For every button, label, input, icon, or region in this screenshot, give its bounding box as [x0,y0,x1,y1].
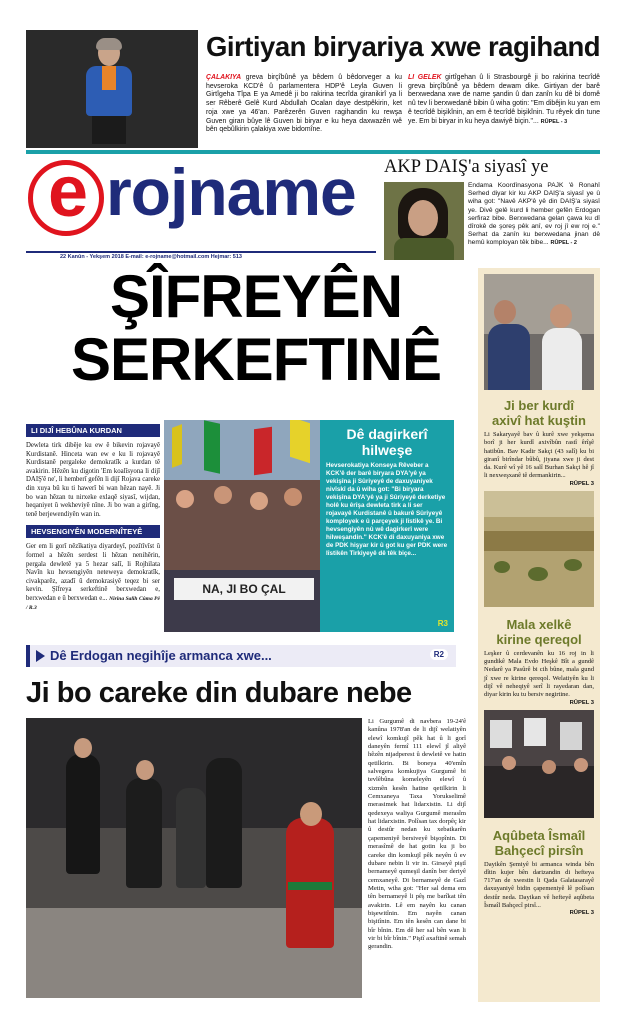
right-sidebar [478,268,600,1002]
hilwese-title-line2: hilweşe [361,442,413,458]
akp-story-headline: AKP DAIŞ'a siyasî ye [384,157,549,177]
leyla-guven-photo [26,30,198,148]
sidebar-story3-headline-line1: Aqûbeta Îsmaîl [492,827,586,843]
gurgum-text: Li Gurgumê di navbera 19-24'ê kanûna 1978'an de li dijî welatiyên elewî komkujî pêk hat û li gorî daneyên fermî 111 elewî jî aliyê hêzên nijadperest û dewletê ve hatin qetilkirin. Bi boneya 40'emîn salvegera komkujiya Gurgumê bi tevlêbûna komeleyên elewî û xizmên kesên hatine qetilkirin li Cemxaneya Taxa Yorukselimê merasimek hat lidarxistin. Li dijî qedexeya waliya Gurgumê merasîm hat lidarxistin. Polîsan tax dorpêç kir û destûr nedan ku xebatkarên çapemeniyê bersiveyê bişopînin. Di merasîmê de hat gotin ku ji bo careke din komkujî pêk neyên û ev dubare nebin li vir in. Girseyê piştî bernameyê qumeşil danîn ber deriyê cemxaneyê. Di bernameyê de Gazî Metin, wiha got: "Her sal dema em tên bernameyê li pêş me barîkat tên avakirin. Lê em nayên ku canan bişewitînin. Em nayên canan bişitînin. Em tên kesên can dane bi bîr bînin. Em dê her sal bên wan li vir bi bîr bînin." Piştî axaftinê semah gerandin. [368,718,466,951]
logo-e-letter: e [47,152,89,232]
top-story-right-ref: RÛPEL - 3 [540,118,568,125]
section-title-li-diji-hebuna-kurdan: LI DIJÎ HEBÛNA KURDAN [26,424,160,437]
sidebar-story3-ref: RÛPEL 3 [569,910,594,917]
logo-wordmark: rojname [106,155,356,229]
hilwese-box [320,420,454,632]
top-story-left-kicker: ÇALAKIYA [206,74,242,81]
sidebar-story2-headline-line1: Mala xelkê [506,616,572,632]
akp-story-body: Endama Koordînasyona PAJK 'ê Ronahî Serhed diyar kir ku AKP DAIŞ'a siyasî ye û wiha got: "Navê AKP'ê yê din DAIŞ'a siyasî ye. Divê gelê kurd li hember gefên Erdogan serfiraz bibe. Berxwedana gelan çawa ku dî dîrokê de şoreş pêk anî, ev roj jî ew roj e." Serhat da zanîn ku berxwedana jinan dê hemû komployan têk bibe... [468,182,600,247]
section1-text: Dewleta tirk dibêje ku ew ê bikevin rojavayê Kurdistanê. Hinceta wan ew e ku li rojavayê Kurdistanê pergaleke demokratîk a kurdan tê avakirin. Hêzên ku digotin 'Em koalîsyona li dijî DAIŞ'ê ne', li hemberî gefên li dijî Rojava careke din xuya bû ku ti hawerî bi wan hêzan nayê. Ji bo wan hêzan tu nirxeke exlaqê siyasî, wijdan, heqaniyet û wekheviyê nîne. Ji bo wan a girîng, tenê berjewendiyên wan in. [26,442,160,518]
hilwese-ref: R3 [437,619,448,628]
masthead-logo [28,152,380,250]
top-story-left-body: greva birçîbûnê ya bêdem û bêdorveger a ku hevseroka KCD'ê û parlamentera HDP'ê Leyla Guven li Girtîgeha Tîpa E ya Amedê ji bo rakirina tecrîda giranikirî ya li ser Rêberê Gelê Kurd Abdullah Ocalan daye destpêkirin, ket roja xwe ya 46'an. Parêzerên Guven ragihandin ku rewşa Guven giran bûye lê Guven bi biryar e ku heya daxwazên wê bên qebûlkirin çalakiya xwe bidomîne. [206,74,402,134]
top-story-left-text [206,74,402,135]
erdogan-banner-text: Dê Erdogan negihîje armanca xwe... [50,648,272,663]
sidebar-story2-headline [484,617,594,647]
sidebar-story3-headline [484,828,594,858]
masthead-bottom-rule [26,251,376,253]
main-headline-line1: ŞÎFREYÊN [109,263,403,330]
sidebar-story1-headline-line2: axivî hat kuştin [492,413,586,428]
section2-text [26,543,160,612]
top-story-right-text [408,74,600,126]
hilwese-title-line1: Dê dagirkerî [346,426,428,442]
section-title-hevsengiyen-moderniteye: HEVSENGIYÊN MODERNÎTEYÊ [26,525,160,538]
gurgum-ceremony-photo [26,718,362,998]
banner-arrow-icon [36,650,45,662]
sidebar-story3-headline-line2: Bahçecî pirsîn [494,842,584,858]
sidebar-story3-text: Dayikên Şemiyê bi armanca winda bên dîtin kujer bên darizandin di hefteya 717'an de xwestin li Qada Galatasarayê daxuyaniyê bidin çapemeniyê lê polîsan destûr neda. Dayikan vê hefteyê aqûbeta Îsmaîl Bahçecî pirsî... [484,860,594,910]
sidebar-story1-headline [484,398,594,428]
mala-evdo-photo [484,491,594,607]
hilwese-title [326,426,448,458]
sidebar-story2-headline-line2: kirine qereqol [496,631,582,647]
hilwese-text: Hevserokatiya Konseya Rêveber a KCK'ê der barê biryara DYA'yê ya vekişîna ji Sûriyeyê de daxuyaniyek nivîskî da û wiha got: "Bi biryara vekişîna DYA'yê ya ji Sûriyeyê derketiye holê ku êrîşa dewleta tirk a li ser rojavayê Kurdistanê û bakurê Sûriyeyê komployek e û parçeyek ji lîstikê ye. Bi hevsengiyên nû wê dagirkerî were hilweşandin." KCK'ê di daxuyaniya xwe de PDK hişyar kir û got ku ger PDK were lîstikên Tirkiyeyê dê têk biçe... [326,462,448,557]
rojava-protest-photo [164,420,320,632]
sidebar-story1-text: Li Sakaryayê bav û kurê xwe yekşema borî ji her kurdî axivîbûn rastî êrîşê hatibûn. Bav Kadir Sakçi (43 salî) ku bi giranî birîndar bûbû, jiyana xwe ji dest da. Kurê wî yê 16 salî Burhan Sakçi hê jî li nexweşxanê tê dermankirin... [484,431,594,480]
main-headline [46,263,466,393]
left-column [26,420,160,612]
section2-author: Nîrîna Salîh Cûma Pê / R.3 [26,595,160,611]
sakarya-victims-photo [484,274,594,390]
main-headline-line2: SERKEFTINÊ [70,326,442,393]
erdogan-banner-ref: R2 [430,649,448,660]
ronahi-serhed-photo [384,182,464,260]
sidebar-story1-ref: RÛPEL 3 [569,480,594,487]
akp-story-ref: RÛPEL - 2 [550,240,577,247]
top-story-headline: Girtiyan biryariya xwe ragihand [206,31,601,62]
top-story-right-kicker: LI GELEK [408,74,442,81]
akp-story-text [468,182,600,262]
gurgum-headline: Ji bo careke din dubare nebe [26,677,412,709]
sidebar-story1-headline-line1: Ji ber kurdî [503,398,575,413]
protest-banner: NA, JI BO ÇAL [174,578,314,600]
top-story-right-body: girtîgehan û li Strasbourgê ji bo rakirina tecrîdê greva birçîbûnê ya bêdem dewam dike. Girtiyan der barê berxwedana xwe de name şandin û dan zanîn ku dê bi domê nû tev li berxwedanê bibin û wiha gotin: "Em dibêjin ku yan em ê tecrîdê bişikînin, an em ê tecrîdê bişikînin. Tu rêyek din tune ye. Em bi biryar in ku heya dawiyê biçin."... [408,74,601,125]
masthead-dateline: 22 Kanûn - Yekşem 2018 E-mail: e-rojname@hotmail.com Hejmar: 513 [60,254,242,260]
saturday-mothers-photo [484,710,594,818]
sidebar-story2-text: Leşker û cerdevanên ku 16 roj in li gundikê Mala Evdo Heşkê Bît a gundê Nedarê ya Pasûrê bi cih bûne, mala gund jî xwe re kirine qereqol. Welatiyên ku li dijî vê neheqiyê serî li rayedaran dan, diyar kirin ku tu bersiv negirtine. [484,649,594,699]
section2-body: Ger em li gorî nêzîkatiya diyardeyî, pozîtîvîst û formel a hêzên serdest li hêzan nenihêrin, pergala dewletê ya 5 hezar salî, li Rojhilata Navîn ku hevsengiyên neteweya demokratîk, civakparêz, azadî û demokrasiyê teqez bi ser kevin. Şîfreya serkeftinê berxwedan e, berxwedan e û berxwedan e... [26,543,160,602]
sidebar-story2-ref: RÛPEL 3 [569,699,594,706]
erdogan-banner [26,645,456,667]
